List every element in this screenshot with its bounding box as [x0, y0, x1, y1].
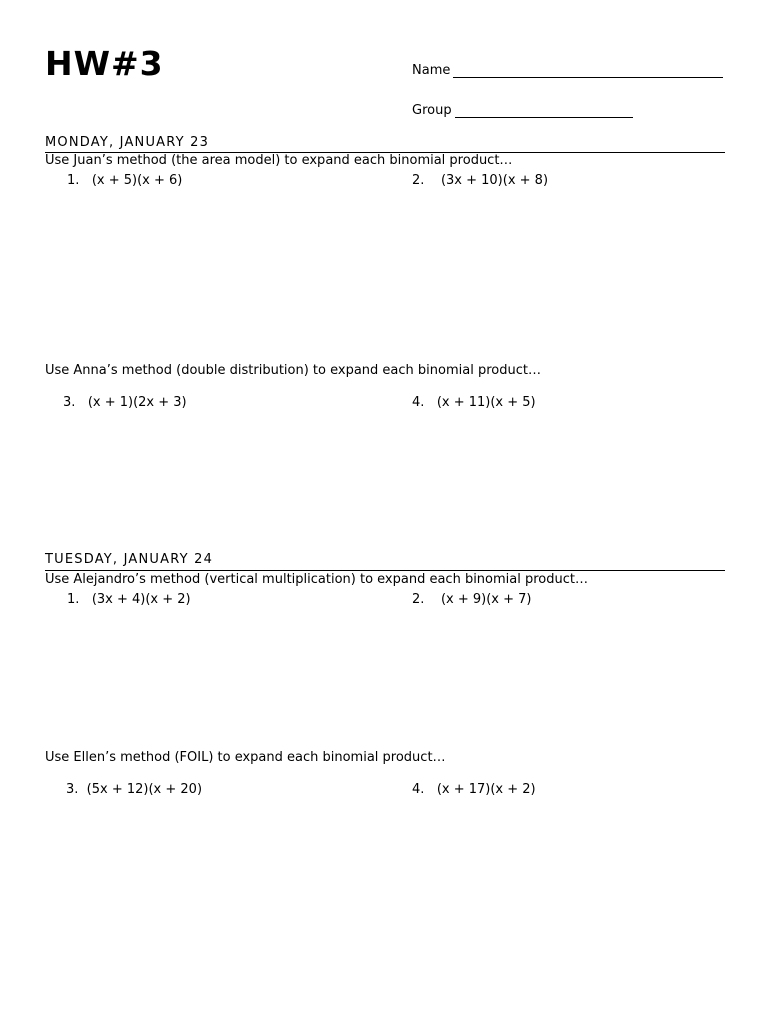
day-heading-monday: MONDAY, JANUARY 23 [45, 135, 210, 150]
problem-item [67, 173, 182, 188]
group-label: Group [412, 103, 452, 118]
problem-expression: (5x + 12)(x + 20) [86, 782, 203, 797]
problem-number: 2. [412, 592, 425, 607]
problem-expression: (3x + 10)(x + 8) [440, 173, 549, 188]
instruction-foil: Use Ellen’s method (FOIL) to expand each binomial product… [45, 750, 446, 765]
problem-expression: (x + 5)(x + 6) [91, 173, 183, 188]
problem-item [412, 592, 531, 607]
instruction-vertical-multiplication: Use Alejandro’s method (vertical multiplication) to expand each binomial product… [45, 572, 588, 587]
problem-expression: (3x + 4)(x + 2) [91, 592, 191, 607]
problem-item [63, 395, 187, 410]
problem-item [67, 592, 191, 607]
problem-number: 4. [412, 395, 425, 410]
section-rule [45, 570, 725, 571]
problem-number: 1. [67, 592, 80, 607]
problem-expression: (x + 11)(x + 5) [436, 395, 536, 410]
problem-number: 4. [412, 782, 425, 797]
problem-expression: (x + 17)(x + 2) [436, 782, 536, 797]
problem-item [412, 782, 536, 797]
problem-expression: (x + 1)(2x + 3) [87, 395, 187, 410]
group-field-line[interactable] [455, 117, 633, 118]
problem-number: 1. [67, 173, 80, 188]
instruction-double-distribution: Use Anna’s method (double distribution) to expand each binomial product… [45, 363, 541, 378]
problem-item [412, 173, 548, 188]
day-heading-tuesday: TUESDAY, JANUARY 24 [45, 552, 214, 567]
problem-item [66, 782, 202, 797]
problem-expression: (x + 9)(x + 7) [440, 592, 532, 607]
name-field-line[interactable] [453, 77, 723, 78]
problem-number: 3. [66, 782, 79, 797]
problem-number: 3. [63, 395, 76, 410]
problem-item [412, 395, 536, 410]
name-label: Name [412, 63, 451, 78]
instruction-area-model: Use Juan’s method (the area model) to expand each binomial product… [45, 153, 513, 168]
problem-number: 2. [412, 173, 425, 188]
page-title: HW#3 [45, 44, 164, 83]
